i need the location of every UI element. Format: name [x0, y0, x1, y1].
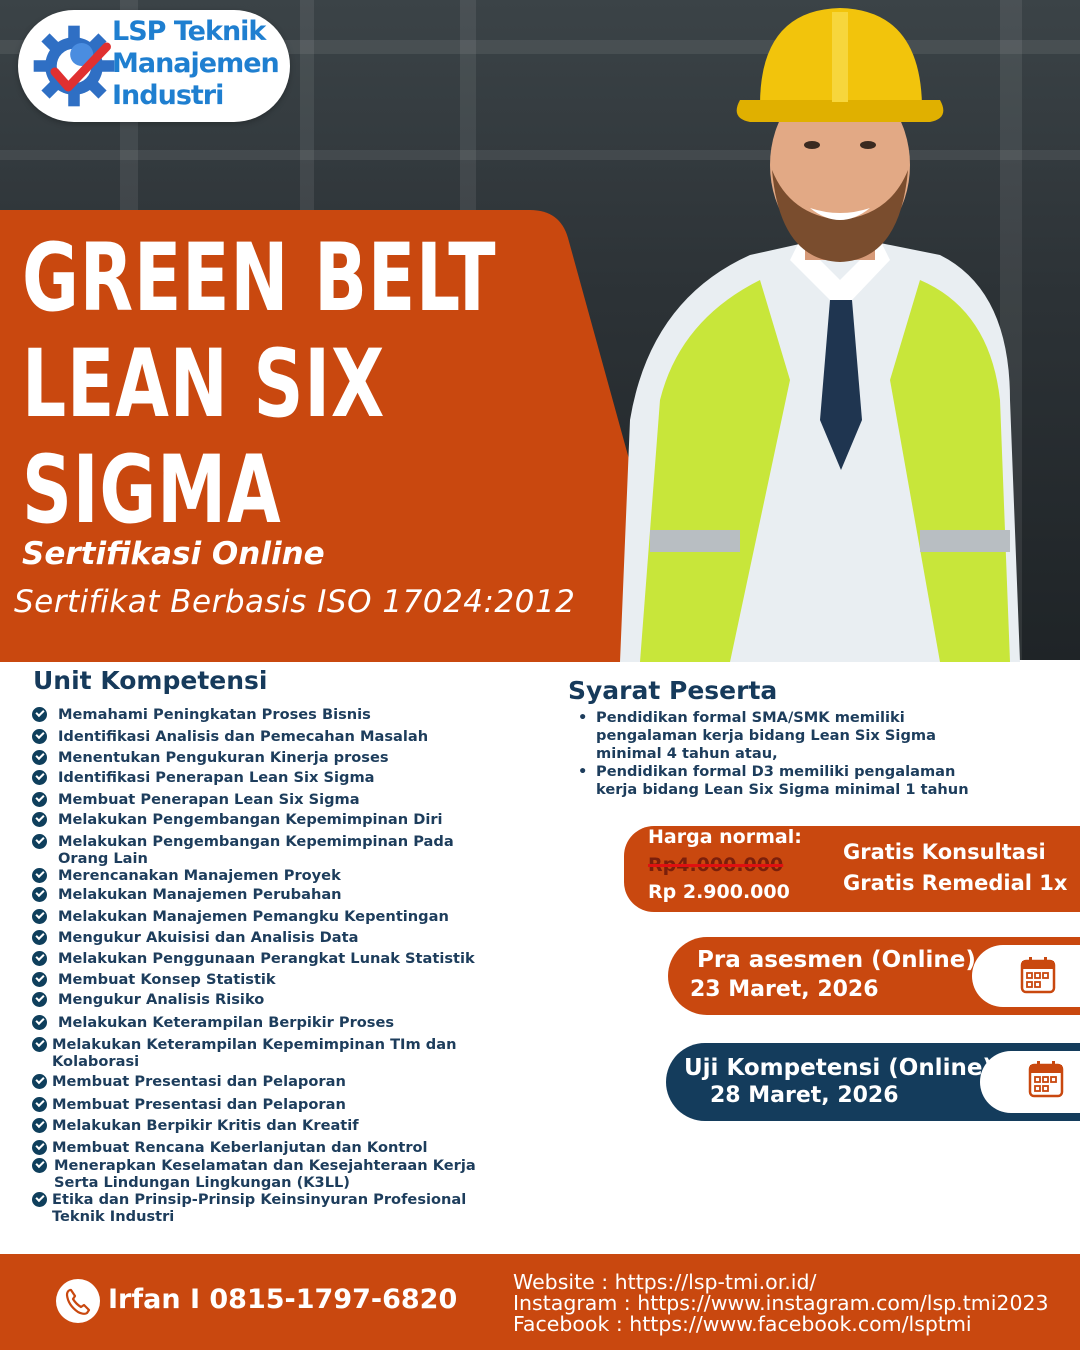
units-heading: Unit Kompetensi: [33, 666, 268, 695]
old-price: Rp4.000.000: [648, 854, 784, 876]
check-circle-icon: [32, 750, 47, 765]
check-circle-icon: [32, 909, 47, 924]
check-circle-icon: [32, 1158, 47, 1173]
engineer-photo: [590, 0, 1080, 662]
check-circle-icon: [32, 1192, 47, 1207]
course-title: GREEN BELT LEAN SIX SIGMA: [22, 224, 497, 545]
gear-check-icon: [26, 18, 122, 114]
check-circle-icon: [32, 707, 47, 722]
check-circle-icon: [32, 1140, 47, 1155]
contact-phone[interactable]: Irfan I 0815-1797-6820: [108, 1284, 458, 1315]
course-subtitle: Sertifikasi Online: [22, 536, 325, 572]
price-label: Harga normal:: [648, 826, 802, 848]
bonus-remedial: Gratis Remedial 1x: [843, 871, 1068, 895]
check-circle-icon: [32, 792, 47, 807]
check-circle-icon: [32, 729, 47, 744]
list-item: • Pendidikan formal SMA/SMK memiliki pengalaman kerja bidang Lean Six Sigma minimal 4 tahun atau,: [578, 709, 976, 763]
check-circle-icon: [32, 770, 47, 785]
check-circle-icon: [32, 1037, 47, 1052]
website-link[interactable]: Website : https://lsp-tmi.or.id/: [513, 1270, 817, 1294]
social-links: [513, 1272, 1049, 1335]
calendar-icon: [1020, 956, 1056, 994]
requirements-list: [578, 709, 1058, 799]
competency-test-title: Uji Kompetensi (Online): [684, 1055, 993, 1081]
check-circle-icon: [32, 1015, 47, 1030]
check-circle-icon: [32, 930, 47, 945]
check-circle-icon: [32, 1118, 47, 1133]
list-item: • Pendidikan formal D3 memiliki pengalaman kerja bidang Lean Six Sigma minimal 1 tahun: [578, 763, 986, 799]
new-price: Rp 2.900.000: [648, 881, 790, 903]
check-circle-icon: [32, 834, 47, 849]
pre-assessment-date: 23 Maret, 2026: [690, 977, 879, 1002]
instagram-link[interactable]: Instagram : https://www.instagram.com/lsp.tmi2023: [513, 1291, 1049, 1315]
course-tagline: Sertifikat Berbasis ISO 17024:2012: [14, 584, 576, 620]
requirements-heading: Syarat Peserta: [568, 676, 778, 705]
check-circle-icon: [32, 1097, 47, 1112]
phone-icon[interactable]: [56, 1279, 100, 1323]
check-circle-icon: [32, 992, 47, 1007]
logo-text: LSP Teknik Manajemen Industri: [112, 16, 279, 111]
competency-test-date: 28 Maret, 2026: [710, 1083, 899, 1108]
calendar-icon: [1028, 1060, 1064, 1098]
bonus-consultation: Gratis Konsultasi: [843, 840, 1046, 864]
pre-assessment-title: Pra asesmen (Online): [697, 947, 976, 973]
brand-logo: [18, 10, 290, 122]
check-circle-icon: [32, 868, 47, 883]
check-circle-icon: [32, 972, 47, 987]
facebook-link[interactable]: Facebook : https://www.facebook.com/lsptmi: [513, 1312, 972, 1336]
check-circle-icon: [32, 887, 47, 902]
check-circle-icon: [32, 812, 47, 827]
check-circle-icon: [32, 951, 47, 966]
check-circle-icon: [32, 1074, 47, 1089]
